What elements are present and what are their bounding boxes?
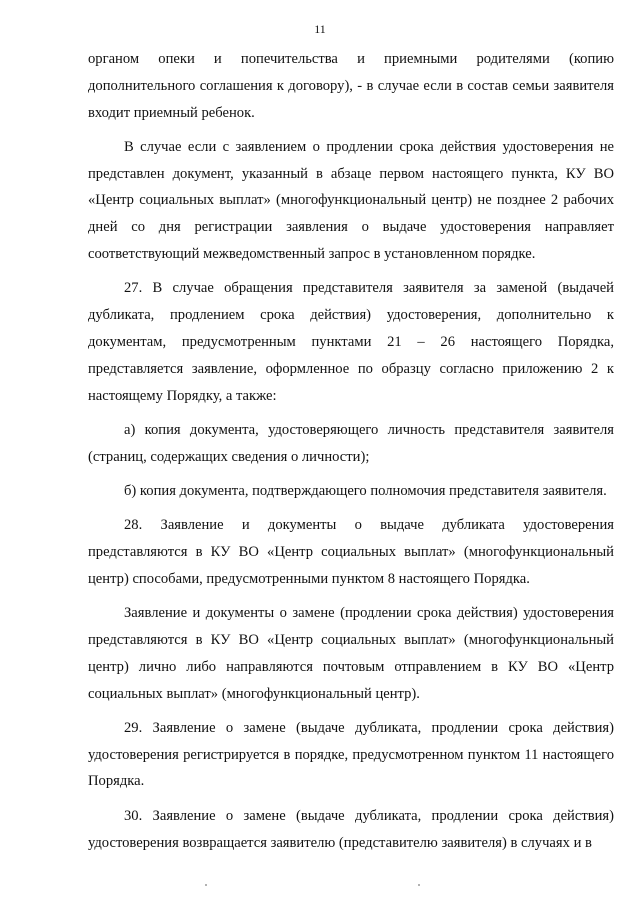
document-body [88, 46, 614, 864]
paragraph: В случае если с заявлением о продлении срока действия удостоверения не представлен документ, указанный в абзаце первом настоящего пункта, КУ ВО «Центр социальных выплат» (многофункциональный центр) не позднее 2 рабочих дней со дня регистрации заявления о выдаче удостоверения направляет соответствующий межведомственный запрос в установленном порядке. [88, 138, 614, 263]
paragraph: б) копия документа, подтверждающего полномочия представителя заявителя. [124, 482, 607, 499]
paragraph: 30. Заявление о замене (выдаче дубликата, продлении срока действия) удостоверения возвращается заявителю (представителю заявителя) в случаях и в [88, 807, 614, 851]
paragraph: 29. Заявление о замене (выдаче дубликата, продлении срока действия) удостоверения регистрируется в порядке, предусмотренном пунктом 11 настоящего Порядка. [88, 719, 614, 790]
paragraph: 28. Заявление и документы о выдаче дубликата удостоверения представляются в КУ ВО «Центр социальных выплат» (многофункциональный центр) способами, предусмотренными пунктом 8 настоящего Порядка. [88, 517, 614, 587]
paragraph: органом опеки и попечительства и приемными родителями (копию дополнительного соглашения к договору), - в случае если в состав семьи заявителя входит приемный ребенок. [88, 51, 614, 121]
paragraph: а) копия документа, удостоверяющего личность представителя заявителя (страниц, содержащих сведения о личности); [88, 421, 614, 465]
scan-speck [205, 884, 207, 886]
scan-speck [418, 884, 420, 886]
paragraph: Заявление и документы о замене (продлении срока действия) удостоверения представляются в КУ ВО «Центр социальных выплат» (многофункциональный центр) лично либо направляются почтовым отправлением в КУ ВО «Центр социальных выплат» (многофункциональный центр). [88, 605, 614, 702]
page-number: 11 [314, 22, 326, 36]
paragraph: 27. В случае обращения представителя заявителя за заменой (выдачей дубликата, продлением срока действия) удостоверения, дополнительно к документам, предусмотренным пунктами 21 – 26 настоящего Порядка, представляется заявление, оформленное по образцу согласно приложению 2 к настоящему Порядку, а также: [88, 280, 614, 404]
